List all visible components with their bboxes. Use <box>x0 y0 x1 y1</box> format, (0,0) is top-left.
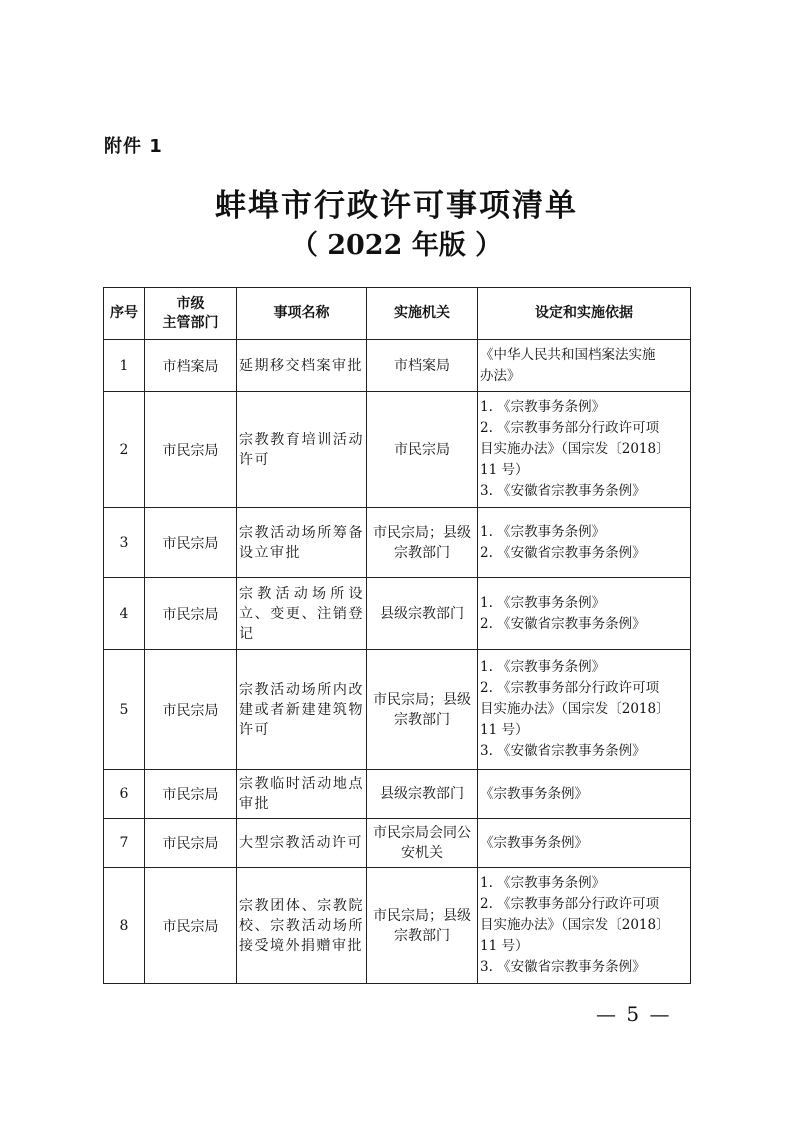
row-basis <box>478 819 691 868</box>
basis-line: 目实施办法》（国宗发〔2018〕 <box>480 917 670 933</box>
table-row <box>104 340 691 392</box>
row-org: 市民宗局；县级宗教部门 <box>367 868 478 984</box>
row-dept: 市民宗局 <box>145 578 237 650</box>
row-org: 市民宗局；县级宗教部门 <box>367 508 478 578</box>
row-basis <box>478 508 691 578</box>
attachment-label: 附件 1 <box>104 136 163 157</box>
row-dept: 市民宗局 <box>145 868 237 984</box>
basis-line: 1. 《宗教事务条例》 <box>480 659 606 675</box>
table-row <box>104 508 691 578</box>
basis-line: 1. 《宗教事务条例》 <box>480 523 606 540</box>
row-org: 市档案局 <box>367 340 478 392</box>
row-org: 市民宗局 <box>367 392 478 508</box>
basis-line: 3. 《安徽省宗教事务条例》 <box>480 959 646 975</box>
row-no: 1 <box>104 340 145 392</box>
row-dept: 市档案局 <box>145 340 237 392</box>
row-org: 市民宗局会同公安机关 <box>367 819 478 868</box>
basis-line: 1. 《宗教事务条例》 <box>480 875 606 891</box>
basis-line: 目实施办法》（国宗发〔2018〕 <box>480 441 670 457</box>
basis-line: 3. 《安徽省宗教事务条例》 <box>480 483 646 499</box>
basis-line: 1. 《宗教事务条例》 <box>480 399 606 415</box>
header-item: 事项名称 <box>237 288 367 340</box>
basis-line: 2. 《宗教事务部分行政许可项 <box>480 420 660 436</box>
header-dept-line2: 主管部门 <box>162 314 219 331</box>
row-basis <box>478 868 691 984</box>
row-no: 4 <box>104 578 145 650</box>
header-basis: 设定和实施依据 <box>478 288 691 340</box>
row-item: 宗教活动场所筹备设立审批 <box>237 508 367 578</box>
table-row <box>104 770 691 819</box>
row-dept: 市民宗局 <box>145 508 237 578</box>
row-no: 3 <box>104 508 145 578</box>
row-no: 7 <box>104 819 145 868</box>
row-dept: 市民宗局 <box>145 819 237 868</box>
basis-line: 11 号） <box>480 722 529 738</box>
document-title: 蚌埠市行政许可事项清单 <box>215 188 578 224</box>
basis-line: 2. 《安徽省宗教事务条例》 <box>480 544 646 561</box>
row-item: 宗教团体、宗教院校、宗教活动场所接受境外捐赠审批 <box>237 868 367 984</box>
header-org: 实施机关 <box>367 288 478 340</box>
table-row <box>104 392 691 508</box>
row-org: 县级宗教部门 <box>367 578 478 650</box>
basis-line: 3. 《安徽省宗教事务条例》 <box>480 743 646 759</box>
basis-line: 《中华人民共和国档案法实施 <box>480 346 656 363</box>
basis-line: 2. 《宗教事务部分行政许可项 <box>480 896 660 912</box>
row-no: 5 <box>104 650 145 770</box>
basis-line: 《宗教事务条例》 <box>480 834 588 851</box>
row-basis <box>478 340 691 392</box>
table-row <box>104 578 691 650</box>
row-dept: 市民宗局 <box>145 770 237 819</box>
basis-line: 1. 《宗教事务条例》 <box>480 594 606 611</box>
row-item: 宗教教育培训活动许可 <box>237 392 367 508</box>
row-dept: 市民宗局 <box>145 392 237 508</box>
row-org: 县级宗教部门 <box>367 770 478 819</box>
row-org: 市民宗局；县级宗教部门 <box>367 650 478 770</box>
header-dept-line1: 市级 <box>176 295 205 312</box>
basis-line: 目实施办法》（国宗发〔2018〕 <box>480 701 670 717</box>
row-no: 6 <box>104 770 145 819</box>
table-row <box>104 868 691 984</box>
row-item: 宗教活动场所设立、变更、注销登记 <box>237 578 367 650</box>
row-item: 大型宗教活动许可 <box>237 819 367 868</box>
row-basis <box>478 392 691 508</box>
row-dept: 市民宗局 <box>145 650 237 770</box>
table-row <box>104 650 691 770</box>
row-item: 宗教活动场所内改建或者新建建筑物许可 <box>237 650 367 770</box>
header-no: 序号 <box>104 288 145 340</box>
row-no: 2 <box>104 392 145 508</box>
row-item: 宗教临时活动地点审批 <box>237 770 367 819</box>
row-basis <box>478 770 691 819</box>
table-header-row <box>104 288 691 340</box>
row-basis <box>478 650 691 770</box>
basis-line: 办法》 <box>480 367 521 384</box>
header-dept <box>145 288 237 340</box>
table-row <box>104 819 691 868</box>
basis-line: 11 号） <box>480 462 529 478</box>
permit-items-table <box>103 287 691 984</box>
basis-line: 2. 《安徽省宗教事务条例》 <box>480 615 646 632</box>
row-item: 延期移交档案审批 <box>237 340 367 392</box>
basis-line: 11 号） <box>480 938 529 954</box>
document-subtitle: （ 2022 年版 ） <box>290 230 503 261</box>
row-no: 8 <box>104 868 145 984</box>
page-number: — 5 — <box>596 1002 672 1026</box>
row-basis <box>478 578 691 650</box>
basis-line: 《宗教事务条例》 <box>480 785 588 802</box>
basis-line: 2. 《宗教事务部分行政许可项 <box>480 680 660 696</box>
